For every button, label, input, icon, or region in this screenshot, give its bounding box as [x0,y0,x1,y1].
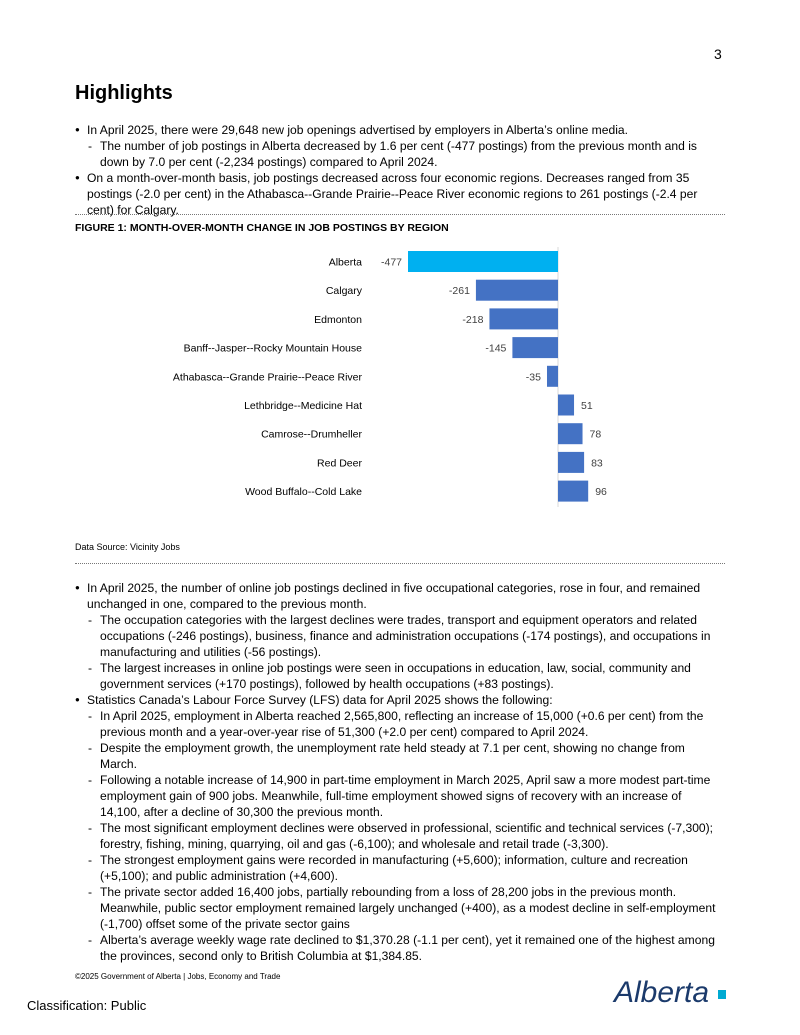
data-label: -145 [485,342,507,355]
data-label: 78 [589,428,602,441]
divider [75,563,725,564]
bar [408,251,558,272]
sub-bullet-item: - The most significant employment declines were observed in professional, scientific and technical services (-7,300); forestry, fishing, mining, quarrying, oil and gas (-6,100); and wholesale and retail trade (-3,300). [75,820,725,852]
bar [489,308,558,329]
logo-square [718,990,726,999]
sub-bullet-item: - The number of job postings in Alberta decreased by 1.6 per cent (-477 postings) from the previous month and is down by 7.0 per cent (-2,234 postings) compared to April 2024. [75,138,725,170]
data-label: -477 [380,256,402,269]
bar [558,423,583,444]
figure-title: FIGURE 1: MONTH-OVER-MONTH CHANGE IN JOB POSTINGS BY REGION [75,222,449,234]
main-bullets [75,580,725,964]
page-number: 3 [714,46,722,62]
data-source: Data Source: Vicinity Jobs [75,542,180,552]
category-label: Athabasca--Grande Prairie--Peace River [172,371,362,384]
category-label: Wood Buffalo--Cold Lake [245,486,362,499]
bar [512,337,558,358]
data-label: 83 [591,457,603,470]
category-label: Camrose--Drumheller [261,428,362,441]
sub-bullet-item: - The occupation categories with the largest declines were trades, transport and equipment operators and related occupations (-246 postings), business, finance and administration occupations (-174 postings), and occupations in manufacturing and utilities (-56 postings). [75,612,725,660]
data-label: 96 [595,486,607,499]
data-label: -35 [525,371,541,384]
bar [558,481,588,502]
bar [547,366,558,387]
data-label: -261 [448,285,470,298]
category-label: Lethbridge--Medicine Hat [244,400,362,412]
sub-bullet-item: - Following a notable increase of 14,900 in part-time employment in March 2025, April saw a more modest part-time employment gain of 900 jobs. Meanwhile, full-time employment showed signs of recovery with an increase of 14,100, after a decline of 30,300 the previous month. [75,772,725,820]
bullet-item: ● Statistics Canada’s Labour Force Survey (LFS) data for April 2025 shows the following: [75,692,725,708]
category-label: Calgary [325,285,362,298]
footer: ©2025 Government of Alberta | Jobs, Economy and Trade [75,972,281,981]
sub-bullet-item: - The strongest employment gains were recorded in manufacturing (+5,600); information, culture and recreation (+5,100); and public administration (+4,600). [75,852,725,884]
bar [558,395,574,416]
sub-bullet-item: - The largest increases in online job postings were seen in occupations in education, law, social, community and government services (+170 postings), followed by health occupations (+83 postings). [75,660,725,692]
classification-label: Classification: Public [27,998,147,1013]
bullet-item: ● In April 2025, there were 29,648 new job openings advertised by employers in Alberta’s online media. [75,122,725,138]
category-label: Edmonton [314,313,362,326]
logo-text: Alberta [614,976,710,1009]
bullet-item: ● In April 2025, the number of online job postings declined in five occupational categories, rose in four, and remained unchanged in one, compared to the previous month. [75,580,725,612]
bar-chart [0,245,800,515]
sub-bullet-item: - Despite the employment growth, the unemployment rate held steady at 7.1 per cent, showing no change from March. [75,740,725,772]
category-label: Banff--Jasper--Rocky Mountain House [183,342,362,355]
page-title: Highlights [75,82,173,104]
data-label: -218 [462,313,484,326]
sub-bullet-item: - The private sector added 16,400 jobs, partially rebounding from a loss of 28,200 jobs in the previous month. Meanwhile, public sector employment remained largely unchanged (+400), as a modest decline in self-employment (-1,700) offset some of the private sector gains [75,884,725,932]
bar [476,280,558,301]
data-label: 51 [581,400,593,412]
sub-bullet-item: - In April 2025, employment in Alberta reached 2,565,800, reflecting an increase of 15,000 (+0.6 per cent) from the previous month and a year-over-year rise of 51,300 (+2.0 per cent) compared to April 2024. [75,708,725,740]
category-label: Alberta [328,256,362,269]
category-label: Red Deer [317,457,362,470]
alberta-logo [612,970,732,1010]
bullet-item: ● On a month-over-month basis, job postings decreased across four economic regions. Decreases ranged from 35 postings (-2.0 per cent) in the Athabasca--Grande Prairie--Peace River economic regions to 261 postings (-2.4 per cent) for Calgary. [75,170,725,218]
bar [558,452,584,473]
intro-bullets [75,122,725,218]
divider [75,214,725,215]
sub-bullet-item: - Alberta’s average weekly wage rate declined to $1,370.28 (-1.1 per cent), yet it remained one of the highest among the provinces, second only to British Columbia at $1,384.85. [75,932,725,964]
